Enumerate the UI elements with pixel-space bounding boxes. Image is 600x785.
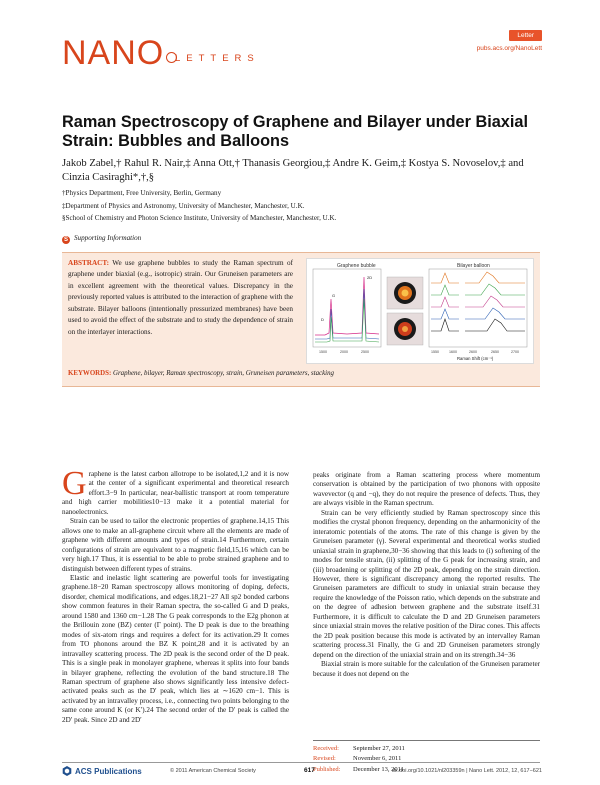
- paragraph-strain-raman: Strain can be very efficiently studied by Raman spectroscopy since this modifies the crystal phonon frequency, depending on the anharmonicity of the interatomic potentials of the atoms. The rate of this change is given by the Gruneisen parameter (γ). Several experimental and theoretical works studied uniaxial strain in graphene,30−36 showing that this leads to (i) softening of the modes for tensile strain, (ii) splitting of the G peak for increasing strain, and (iii) broadening or splitting of the 2D peak, depending on the strain direction. However, there is significant discrepancy among the reported results. The Gruneisen parameters are difficult to study in uniaxial strain because they require the knowledge of the Poisson ratio, which depends on the substrate and on the degree of adhesion between graphene and the substrate itself.31 Furthermore, it is difficult to calculate the D and 2D Gruneisen parameters since uniaxial strain moves the relative position of the Dirac cones. This affects the 2D peak position because this mode is activated by an intervalley Raman scattering process.31 Finally, the G and 2D Gruneisen parameters strongly depend on the direction of the uniaxial strain and on its strength.34−36: [313, 508, 540, 659]
- date-revised: Revised: November 6, 2011: [313, 755, 402, 763]
- article-title: Raman Spectroscopy of Graphene and Bilayer under Biaxial Strain: Bubbles and Balloons: [62, 113, 528, 150]
- footer-divider: [62, 762, 540, 763]
- toc-right-title: Bilayer balloon: [457, 263, 490, 269]
- toc-right-plot-frame: [429, 269, 527, 347]
- abstract-label: ABSTRACT:: [68, 259, 110, 267]
- toc-peak-g: G: [332, 293, 336, 298]
- abstract: [68, 258, 293, 338]
- toc-peak-d: D: [321, 317, 324, 322]
- supporting-info-link[interactable]: S Supporting Information: [63, 234, 142, 243]
- page-number: 617: [304, 767, 315, 774]
- toc-right-tick-1: 1550: [431, 350, 439, 354]
- date-received: Received: September 27, 2011: [313, 745, 405, 752]
- keywords-label: KEYWORDS:: [68, 370, 112, 377]
- toc-left-tick-1: 1500: [319, 350, 327, 354]
- affiliations: [62, 187, 542, 225]
- affiliation-3: §School of Chemistry and Photon Science Institute, University of Manchester, Manchester, U.K.: [62, 214, 337, 223]
- acs-hexagon-icon: [62, 766, 72, 776]
- body-column-left: [62, 465, 289, 725]
- toc-right-tick-3: 2600: [469, 350, 477, 354]
- page-footer: [62, 766, 542, 778]
- author-list: Jakob Zabel,† Rahul R. Nair,‡ Anna Ott,† Thanasis Georgiou,‡ Andre K. Geim,‡ Kostya S. Novoselov,‡ and Cinzia Casiraghi*,†,§: [62, 158, 524, 183]
- journal-masthead: [62, 30, 542, 90]
- toc-right-tick-4: 2650: [491, 350, 499, 354]
- toc-right-tick-2: 1600: [449, 350, 457, 354]
- journal-logo: NANO: [62, 34, 165, 72]
- date-published: Published: December 13, 2011: [313, 765, 404, 773]
- toc-left-tick-2: 2000: [340, 350, 348, 354]
- journal-logo-sub: LETTERS: [166, 52, 260, 64]
- article-type-badge: Letter: [509, 30, 542, 41]
- toc-figure-svg: [307, 259, 533, 363]
- drop-cap: G: [62, 465, 87, 502]
- acs-publications-logo: ACS Publications: [62, 766, 142, 776]
- toc-left-title: Graphene bubble: [337, 263, 376, 269]
- keywords: [68, 370, 533, 377]
- paragraph-strain: Strain can be used to tailor the electronic properties of graphene.14,15 This allows one to make an all-graphene circuit where all the elements are made of graphene with different amounts and types of strain.14 Furthermore, certain configurations of strain are equivalent to a magnetic field,15,16 which can be very high.17 Thus, it is essential to be able to probe strained graphene and to distinguish between different types of strains.: [62, 517, 289, 573]
- body-column-right: [313, 471, 540, 679]
- keywords-text: Graphene, bilayer, Raman spectroscopy, strain, Gruneisen parameters, stacking: [113, 370, 334, 377]
- copyright-notice: © 2011 American Chemical Society: [170, 768, 256, 774]
- toc-right-tick-5: 2700: [511, 350, 519, 354]
- abstract-box: [62, 252, 540, 387]
- toc-graphic: [306, 258, 534, 364]
- paragraph-biaxial: Biaxial strain is more suitable for the calculation of the Gruneisen parameter because it does not depend on the: [313, 660, 540, 678]
- journal-url-link[interactable]: pubs.acs.org/NanoLett: [476, 45, 542, 52]
- paragraph-intro: Graphene is the latest carbon allotrope to be isolated,1,2 and it is now at the center of a significant experimental and theoretical research effort.3−9 In particular, near-ballistic transport at room temperature and high carrier mobilities10−13 make it a potential material for nanoelectronics.: [62, 465, 289, 516]
- supporting-info-icon: S: [63, 237, 68, 243]
- toc-peak-2d: 2D: [367, 275, 373, 280]
- paragraph-raman: Elastic and inelastic light scattering are powerful tools for investigating graphene.18−20 Raman spectroscopy allows monitoring of doping, defects, disorder, chemical modifications, and edges.18,21−27 All sp2 bonded carbons show common features in their Raman spectra, the so-called G and D peaks, around 1580 and 1360 cm−1.28 The G peak corresponds to the E2g phonon at the Brillouin zone (BZ) center (Γ point). The D peak is due to the breathing modes of six-atom rings and requires a defect for its activation.29 It comes from TO phonons around the BZ K point,28 and it is activated by an intravalley scattering process. The 2D peak is the second order of the D peak. This is a single peak in monolayer graphene, whereas it splits into four bands in bilayer graphene, reflecting the evolution of the band structure.18 The Raman spectrum of graphene also shows significantly less intensive defect-activated peaks such as the D′ peak, which lies at ∼1620 cm−1. This is activated by an intravalley process, i.e., connecting two points belonging to the same cone around K (or K′).24 The second order of the D′ peak is called the 2D′ peak. Since 2D and 2D′: [62, 573, 289, 724]
- affiliation-2: ‡Department of Physics and Astronomy, University of Manchester, Manchester, U.K.: [62, 201, 305, 210]
- doi-link[interactable]: dx.doi.org/10.1021/nl203359n | Nano Lett. 2012, 12, 617−621: [391, 768, 542, 774]
- toc-x-label: Raman Shift (cm⁻¹): [457, 356, 494, 361]
- toc-bubble-images: [387, 277, 423, 345]
- abstract-text: We use graphene bubbles to study the Raman spectrum of graphene under biaxial (e.g., isotropic) strain. Our Gruneisen parameters are in excellent agreement with the theoretical values. Discrepancy in the previously reported values is attributed to the interaction of graphene with the substrate. Bilayer balloons (intentionally pressurized membranes) have been used to avoid the effect of the substrate and to study the dependence of strain on the interlayer interactions.: [68, 259, 293, 336]
- affiliation-1: †Physics Department, Free University, Berlin, Germany: [62, 189, 222, 197]
- paragraph-continued: peaks originate from a Raman scattering process where momentum conservation is obtained by the participation of two phonons with opposite wavevector (q and −q), they do not require the presence of defects. Thus, they are always visible in the Raman spectrum.: [313, 471, 540, 508]
- toc-left-tick-3: 2500: [361, 350, 369, 354]
